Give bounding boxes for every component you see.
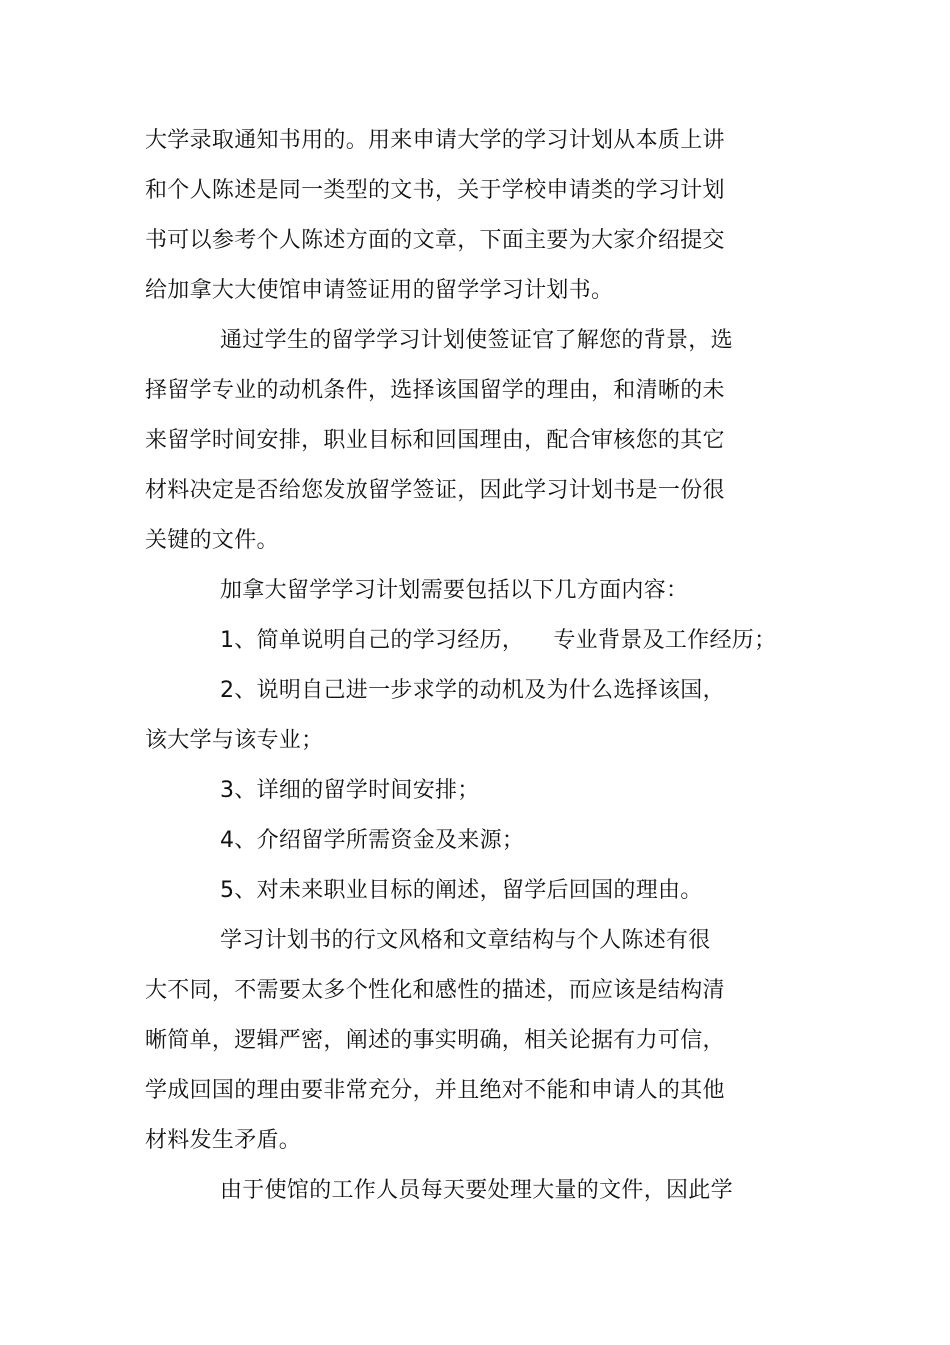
paragraph-first-line: 由于使馆的工作人员每天要处理大量的文件，因此学 (220, 1178, 733, 1203)
list-item: 3、详细的留学时间安排； (220, 778, 480, 803)
text-line: 大不同，不需要太多个性化和感性的描述，而应该是结构清 (145, 978, 725, 1003)
paragraph-first-line: 通过学生的留学学习计划使签证官了解您的背景，选 (220, 328, 733, 353)
text-line: 和个人陈述是同一类型的文书，关于学校申请类的学习计划 (145, 178, 725, 203)
paragraph-first-line: 加拿大留学学习计划需要包括以下几方面内容： (220, 578, 689, 603)
paragraph-first-line: 学习计划书的行文风格和文章结构与个人陈述有很 (220, 928, 711, 953)
text-line: 学成回国的理由要非常充分，并且绝对不能和申请人的其他 (145, 1078, 725, 1103)
text-line: 书可以参考个人陈述方面的文章，下面主要为大家介绍提交 (145, 228, 725, 253)
text-line: 择留学专业的动机条件，选择该国留学的理由，和清晰的未 (145, 378, 725, 403)
list-item: 5、对未来职业目标的阐述，留学后回国的理由。 (220, 878, 703, 903)
text-line: 材料发生矛盾。 (145, 1128, 302, 1153)
text-line: 来留学时间安排，职业目标和回国理由，配合审核您的其它 (145, 428, 725, 453)
list-item: 4、介绍留学所需资金及来源； (220, 828, 525, 853)
text-line: 关键的文件。 (145, 528, 279, 553)
text-line: 晰简单，逻辑严密，阐述的事实明确，相关论据有力可信， (145, 1028, 725, 1053)
text-line: 材料决定是否给您发放留学签证，因此学习计划书是一份很 (145, 478, 725, 503)
list-item: 1、简单说明自己的学习经历， 专业背景及工作经历； (220, 628, 777, 653)
list-item: 2、说明自己进一步求学的动机及为什么选择该国， (220, 678, 725, 703)
text-line: 大学录取通知书用的。用来申请大学的学习计划从本质上讲 (145, 128, 725, 153)
text-line: 给加拿大大使馆申请签证用的留学学习计划书。 (145, 278, 614, 303)
list-item-continuation: 该大学与该专业； (145, 728, 324, 753)
